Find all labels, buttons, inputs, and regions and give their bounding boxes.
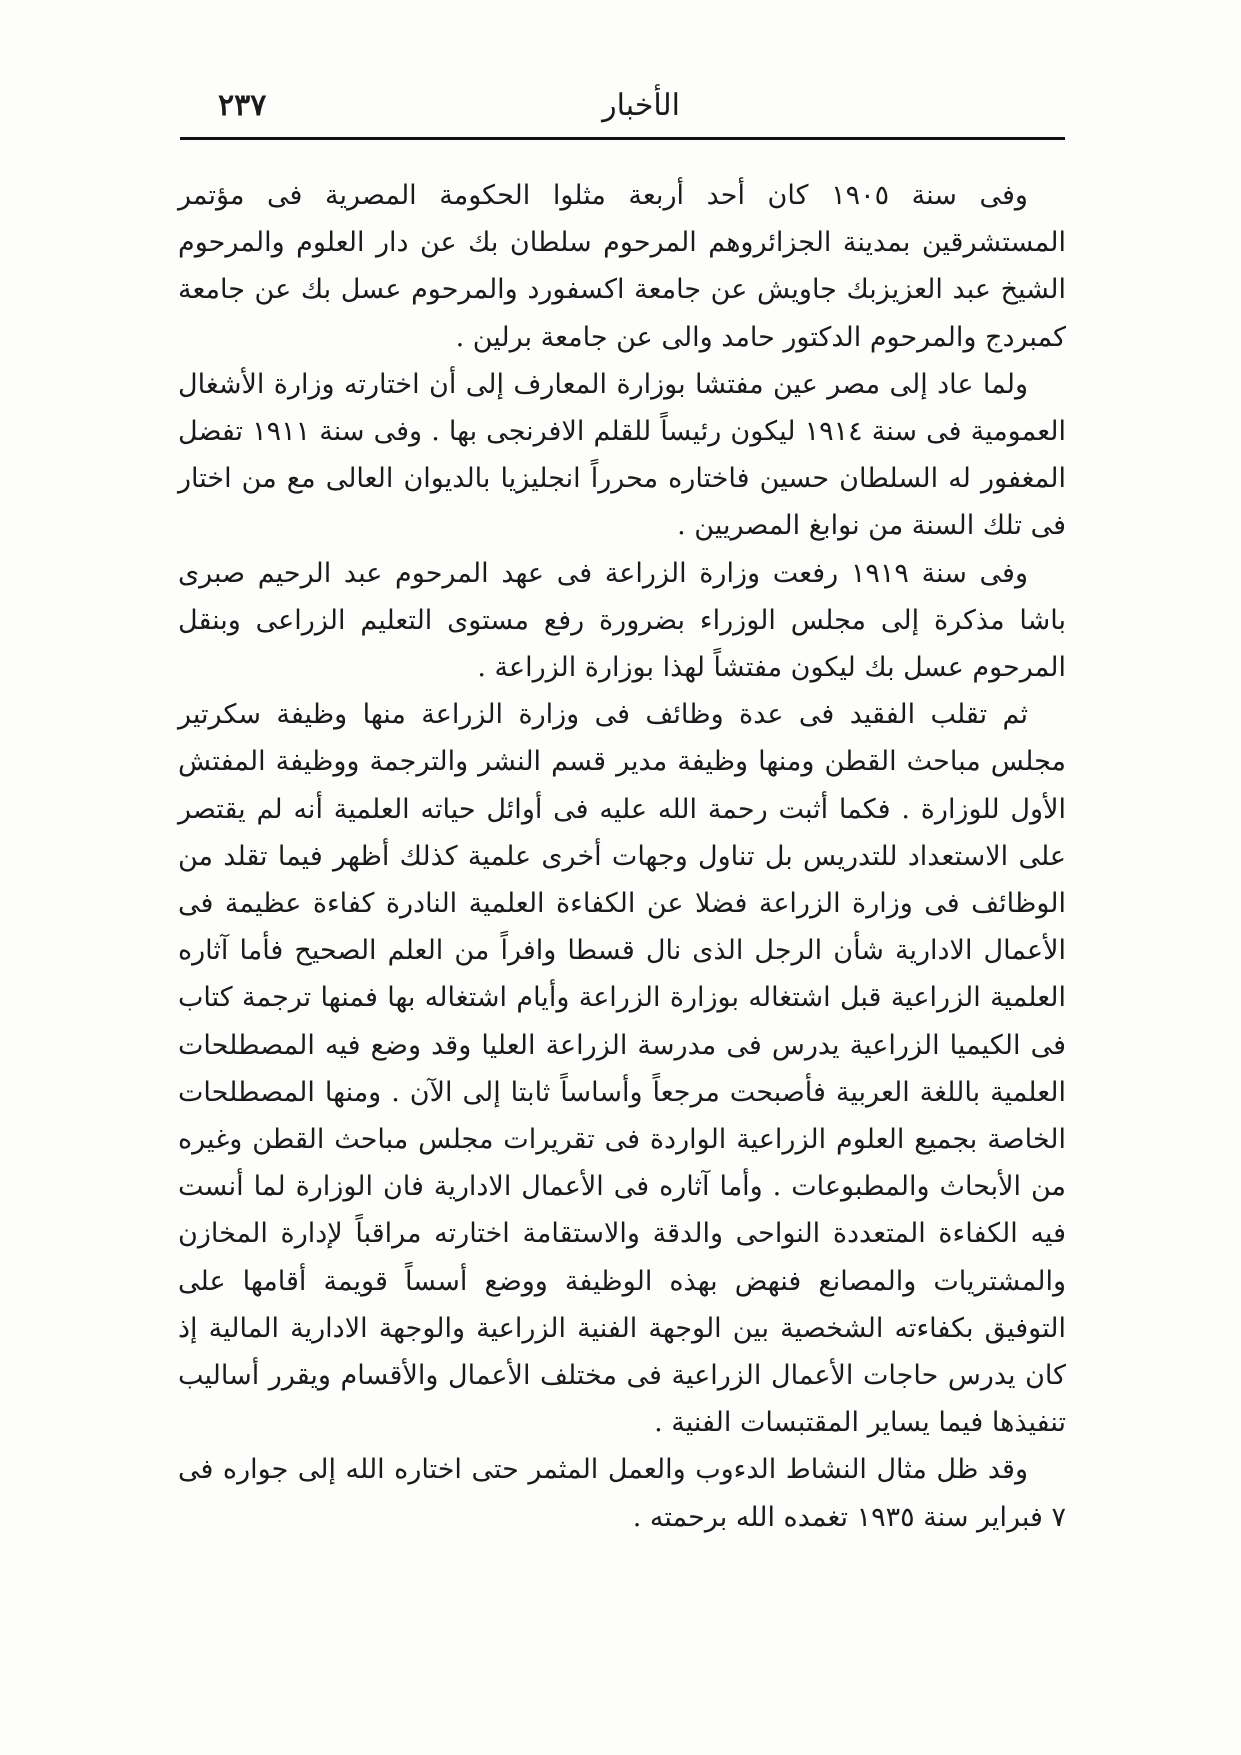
running-title: الأخبار [602,88,680,123]
paragraph-public-works: ولما عاد إلى مصر عين مفتشا بوزارة المعارف إلى أن اختارته وزارة الأشغال العمومية فى سنة ١٩١٤ ليكون رئيساً للقلم الافرنجى بها . وفى سنة ١٩١١ تفضل المغفور له السلطان حسين فاختاره محرراً انجليزيا بالديوان العالى مع من اختار فى تلك السنة من نوابغ المصريين . [178,368,1066,542]
paragraph-death-1935: وقد ظل مثال النشاط الدءوب والعمل المثمر حتى اختاره الله إلى جواره فى ٧ فبراير سنة ١٩٣٥ تغمده الله برحمته . [178,1454,1066,1533]
page-header [180,80,1065,130]
header-divider [180,137,1065,140]
article-body [178,172,1066,1541]
paragraph-career-works: ثم تقلب الفقيد فى عدة وظائف فى وزارة الزراعة منها وظيفة سكرتير مجلس مباحث القطن ومنها وظيفة مدير قسم النشر والترجمة ووظيفة المفتش الأول للوزارة . فكما أثبت رحمة الله عليه فى أوائل حياته العلمية أنه لم يقتصر على الاستعداد للتدريس بل تناول وجهات أخرى علمية كذلك أظهر فيما تقلد من الوظائف فى وزارة الزراعة فضلا عن الكفاءة العلمية النادرة كفاءة عظيمة فى الأعمال الادارية شأن الرجل الذى نال قسطا وافراً من العلم الصحيح فأما آثاره العلمية الزراعية قبل اشتغاله بوزارة الزراعة وأيام اشتغاله بها فمنها ترجمة كتاب فى الكيميا الزراعية يدرس فى مدرسة الزراعة العليا وقد وضع فيه المصطلحات العلمية باللغة العربية فأصبحت مرجعاً وأساساً ثابتا إلى الآن . ومنها المصطلحات الخاصة بجميع العلوم الزراعية الواردة فى تقريرات مجلس مباحث القطن وغيره من الأبحاث والمطبوعات . وأما آثاره فى الأعمال الادارية فان الوزارة لما أنست فيه الكفاءة المتعددة النواحى والدقة والاستقامة اختارته مراقباً لإدارة المخازن والمشتريات والمصانع فنهض بهذه الوظيفة ووضع أسساً قويمة أقامها على التوفيق بكفاءته الشخصية بين الوجهة الفنية الزراعية والوجهة الادارية المالية إذ كان يدرس حاجات الأعمال الزراعية فى مختلف الأعمال والأقسام ويقرر أساليب تنفيذها فيما يساير المقتبسات الفنية . [178,699,1066,1439]
page-number: ٢٣٧ [218,88,267,123]
paragraph-1919-agriculture: وفى سنة ١٩١٩ رفعت وزارة الزراعة فى عهد المرحوم عبد الرحيم صبرى باشا مذكرة إلى مجلس الوزراء بضرورة رفع مستوى التعليم الزراعى وبنقل المرحوم عسل بك ليكون مفتشاً لهذا بوزارة الزراعة . [178,557,1066,684]
paragraph-1905-congress: وفى سنة ١٩٠٥ كان أحد أربعة مثلوا الحكومة المصرية فى مؤتمر المستشرقين بمدينة الجزائروهم المرحوم سلطان بك عن دار العلوم والمرحوم الشيخ عبد العزيزبك جاويش عن جامعة اكسفورد والمرحوم عسل بك عن جامعة كمبردج والمرحوم الدكتور حامد والى عن جامعة برلين . [178,180,1066,353]
